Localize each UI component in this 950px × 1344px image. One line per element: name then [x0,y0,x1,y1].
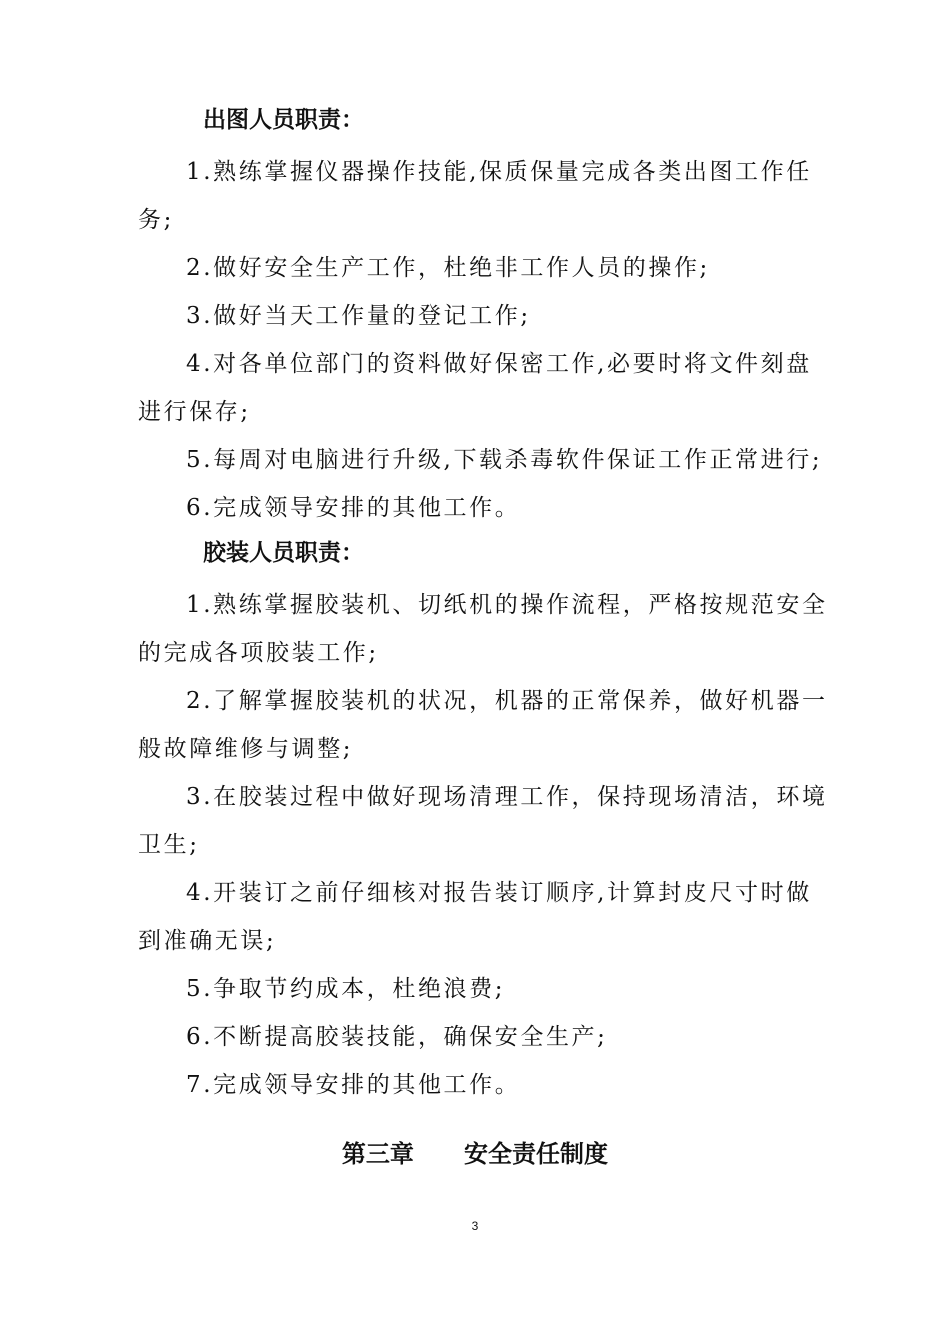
paragraph-line: 2.做好安全生产工作，杜绝非工作人员的操作; [186,255,710,281]
paragraph-line: 务; [138,207,174,233]
paragraph-line: 3.在胶装过程中做好现场清理工作，保持现场清洁，环境 [186,784,828,810]
paragraph-line: 4.开装订之前仔细核对报告装订顺序,计算封皮尺寸时做 [186,880,812,906]
paragraph-line: 3.做好当天工作量的登记工作; [186,303,531,329]
paragraph-line: 2.了解掌握胶装机的状况，机器的正常保养，做好机器一 [186,688,828,714]
section-heading-binding-staff: 胶装人员职责： [203,540,364,566]
paragraph-line: 1.熟练掌握胶装机、切纸机的操作流程，严格按规范安全 [186,592,828,618]
paragraph-line: 6.不断提高胶装技能，确保安全生产; [186,1024,608,1050]
paragraph-line: 卫生; [138,832,200,858]
paragraph-line: 1.熟练掌握仪器操作技能,保质保量完成各类出图工作任 [186,159,812,185]
paragraph-line: 4.对各单位部门的资料做好保密工作,必要时将文件刻盘 [186,351,812,377]
section-heading-plotting-staff: 出图人员职责： [203,107,364,133]
paragraph-line: 到准确无误; [138,928,277,954]
chapter-title: 第三章 安全责任制度 [341,1140,609,1168]
page-number: 3 [471,1219,479,1233]
paragraph-line: 5.争取节约成本，杜绝浪费; [186,976,506,1002]
paragraph-line: 般故障维修与调整; [138,736,354,762]
paragraph-line: 6.完成领导安排的其他工作。 [186,495,521,521]
paragraph-line: 的完成各项胶装工作; [138,640,379,666]
paragraph-line: 7.完成领导安排的其他工作。 [186,1072,521,1098]
paragraph-line: 5.每周对电脑进行升级,下载杀毒软件保证工作正常进行; [186,447,823,473]
paragraph-line: 进行保存; [138,399,251,425]
